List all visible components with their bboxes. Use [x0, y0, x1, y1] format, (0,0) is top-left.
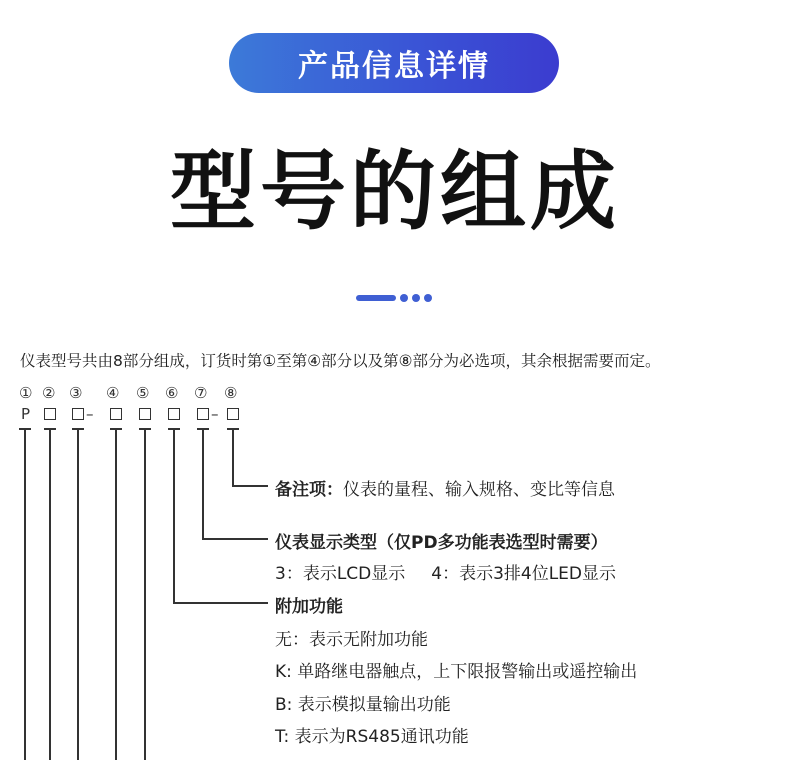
- leader-line-1: [24, 428, 26, 760]
- leader-line-4: [115, 428, 117, 760]
- code-box-7: [197, 408, 209, 420]
- code-dash-1: –: [86, 405, 94, 423]
- code-box-8: [227, 408, 239, 420]
- code-box-6: [168, 408, 180, 420]
- code-dash-2: –: [211, 405, 219, 423]
- intro-text: 仪表型号共由8部分组成，订货时第①至第④部分以及第⑧部分为必选项，其余根据需要而定。: [20, 352, 661, 370]
- page-title: 型号的组成: [170, 142, 620, 242]
- position-7: ⑦: [194, 384, 208, 402]
- leader-line-2: [49, 428, 51, 760]
- section-badge: 产品信息详情: [229, 33, 559, 93]
- code-box-5: [139, 408, 151, 420]
- note-title: 备注项：: [275, 480, 343, 500]
- position-2: ②: [42, 384, 56, 402]
- extra-option-k: K: 单路继电器触点，上下限报警输出或遥控输出: [275, 662, 638, 682]
- connector-6: [173, 602, 268, 604]
- display-type-options: [275, 559, 616, 584]
- extra-option-b: B: 表示模拟量输出功能: [275, 695, 451, 715]
- leader-line-6: [173, 428, 175, 604]
- code-box-3: [72, 408, 84, 420]
- display-option-led: 4：表示3排4位LED显示: [431, 564, 617, 584]
- position-3: ③: [69, 384, 83, 402]
- code-box-2: [44, 408, 56, 420]
- connector-7: [202, 538, 268, 540]
- position-6: ⑥: [165, 384, 179, 402]
- position-8: ⑧: [224, 384, 238, 402]
- leader-line-5: [144, 428, 146, 760]
- extra-option-t: T: 表示为RS485通讯功能: [275, 727, 469, 747]
- code-box-4: [110, 408, 122, 420]
- note-label: [275, 475, 615, 500]
- position-1: ①: [19, 384, 33, 402]
- leader-line-7: [202, 428, 204, 540]
- leader-line-8: [232, 428, 234, 487]
- position-5: ⑤: [136, 384, 150, 402]
- position-4: ④: [106, 384, 120, 402]
- extra-option-none: 无：表示无附加功能: [275, 630, 428, 650]
- extra-function-title: 附加功能: [275, 597, 343, 617]
- code-prefix: P: [21, 405, 31, 423]
- connector-8: [232, 485, 268, 487]
- note-desc: 仪表的量程、输入规格、变比等信息: [343, 480, 615, 500]
- display-option-lcd: 3：表示LCD显示: [275, 564, 406, 584]
- display-type-title: 仪表显示类型（仅PD多功能表选型时需要）: [275, 533, 608, 553]
- leader-line-3: [77, 428, 79, 760]
